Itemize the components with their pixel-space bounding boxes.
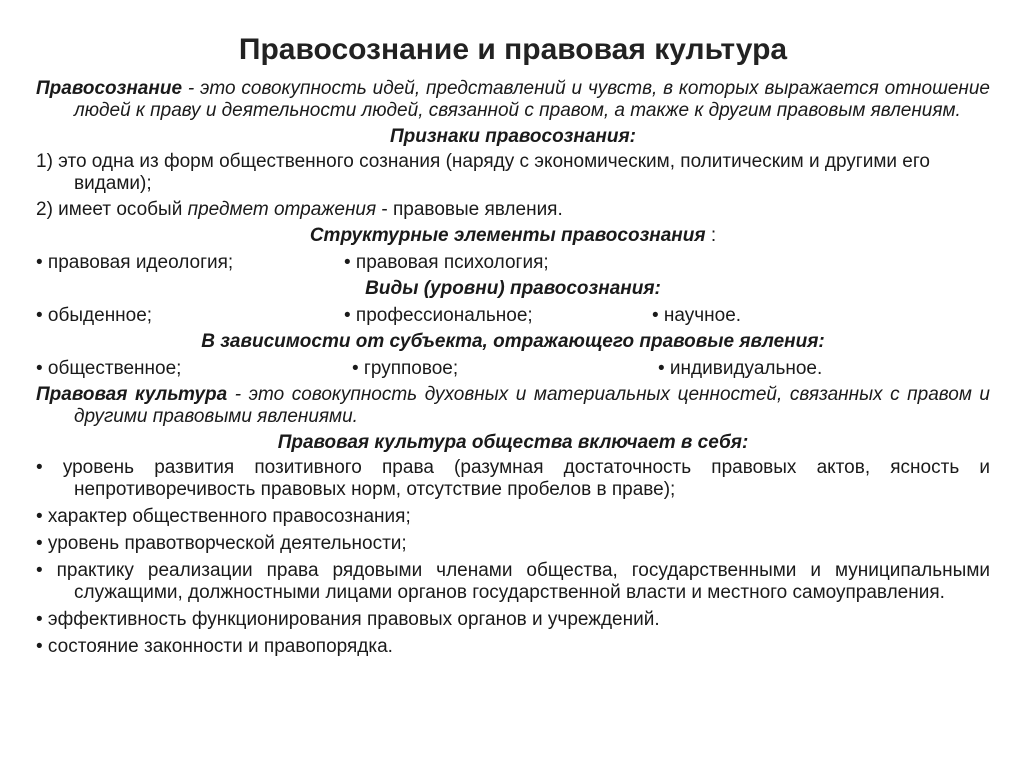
society-item-positive-law: • уровень развития позитивного права (разумная достаточность правовых актов, ясность и непротиворечивость правовых норм, отсутствие пробелов в праве); [36,457,990,500]
slide-content [36,78,990,658]
features-heading: Признаки правосознания: [389,126,637,147]
subject-item-group: • групповое; [352,358,459,379]
term-legal-consciousness: Правосознание [36,78,183,99]
society-item-legality: • состояние законности и правопорядка. [36,636,393,657]
page-title: Правосознание и правовая культура [238,33,788,66]
feature-item-2 [36,199,990,221]
structure-heading-suffix: : [705,225,717,246]
by-subject-list [36,356,990,381]
society-culture-heading: Правовая культура общества включает в себя: [277,432,749,453]
structure-item-psychology: • правовая психология; [344,252,549,273]
definition-legal-consciousness-text: - это совокупность идей, представлений и чувств, в которых выражается отношение людей к праву и деятельности людей, связанной с правом, а также к другим правовым явлениям. [74,78,990,121]
feature-item-2-italic: предмет отражения [187,199,377,220]
society-item-public-consciousness: • характер общественного правосознания; [36,506,411,527]
levels-heading: Виды (уровни) правосознания: [365,278,661,299]
feature-item-1: 1) это одна из форм общественного сознания (наряду с экономическим, политическим и другими его видами); [36,151,930,194]
by-subject-heading: В зависимости от субъекта, отражающего правовые явления: [201,331,825,352]
feature-item-2-lead: 2) имеет особый [36,199,188,220]
feature-item-2-tail: - правовые явления. [376,199,563,220]
definition-legal-culture-text: - это совокупность духовных и материальных ценностей, связанных с правом и другими правовыми явлениями. [74,384,990,427]
structure-heading-text: Структурные элементы правосознания [309,225,706,246]
level-item-ordinary: • обыденное; [36,305,153,326]
society-item-law-practice: • практику реализации права рядовыми членами общества, государственными и муниципальными служащими, должностными лицами органов государственной власти и местного самоуправления. [36,560,990,603]
structure-item-ideology: • правовая идеология; [36,252,234,273]
society-item-legal-bodies: • эффективность функционирования правовых органов и учреждений. [36,609,660,630]
subject-item-public: • общественное; [36,358,182,379]
level-item-professional: • профессиональное; [344,305,533,326]
subject-item-individual: • индивидуальное. [658,358,823,379]
level-item-scientific: • научное. [652,305,742,326]
structure-list [36,250,990,275]
term-legal-culture: Правовая культура [36,384,228,405]
structure-heading [36,225,990,247]
definition-legal-consciousness [36,78,990,122]
levels-list [36,303,990,328]
society-item-lawmaking: • уровень правотворческой деятельности; [36,533,407,554]
definition-legal-culture [36,384,990,428]
